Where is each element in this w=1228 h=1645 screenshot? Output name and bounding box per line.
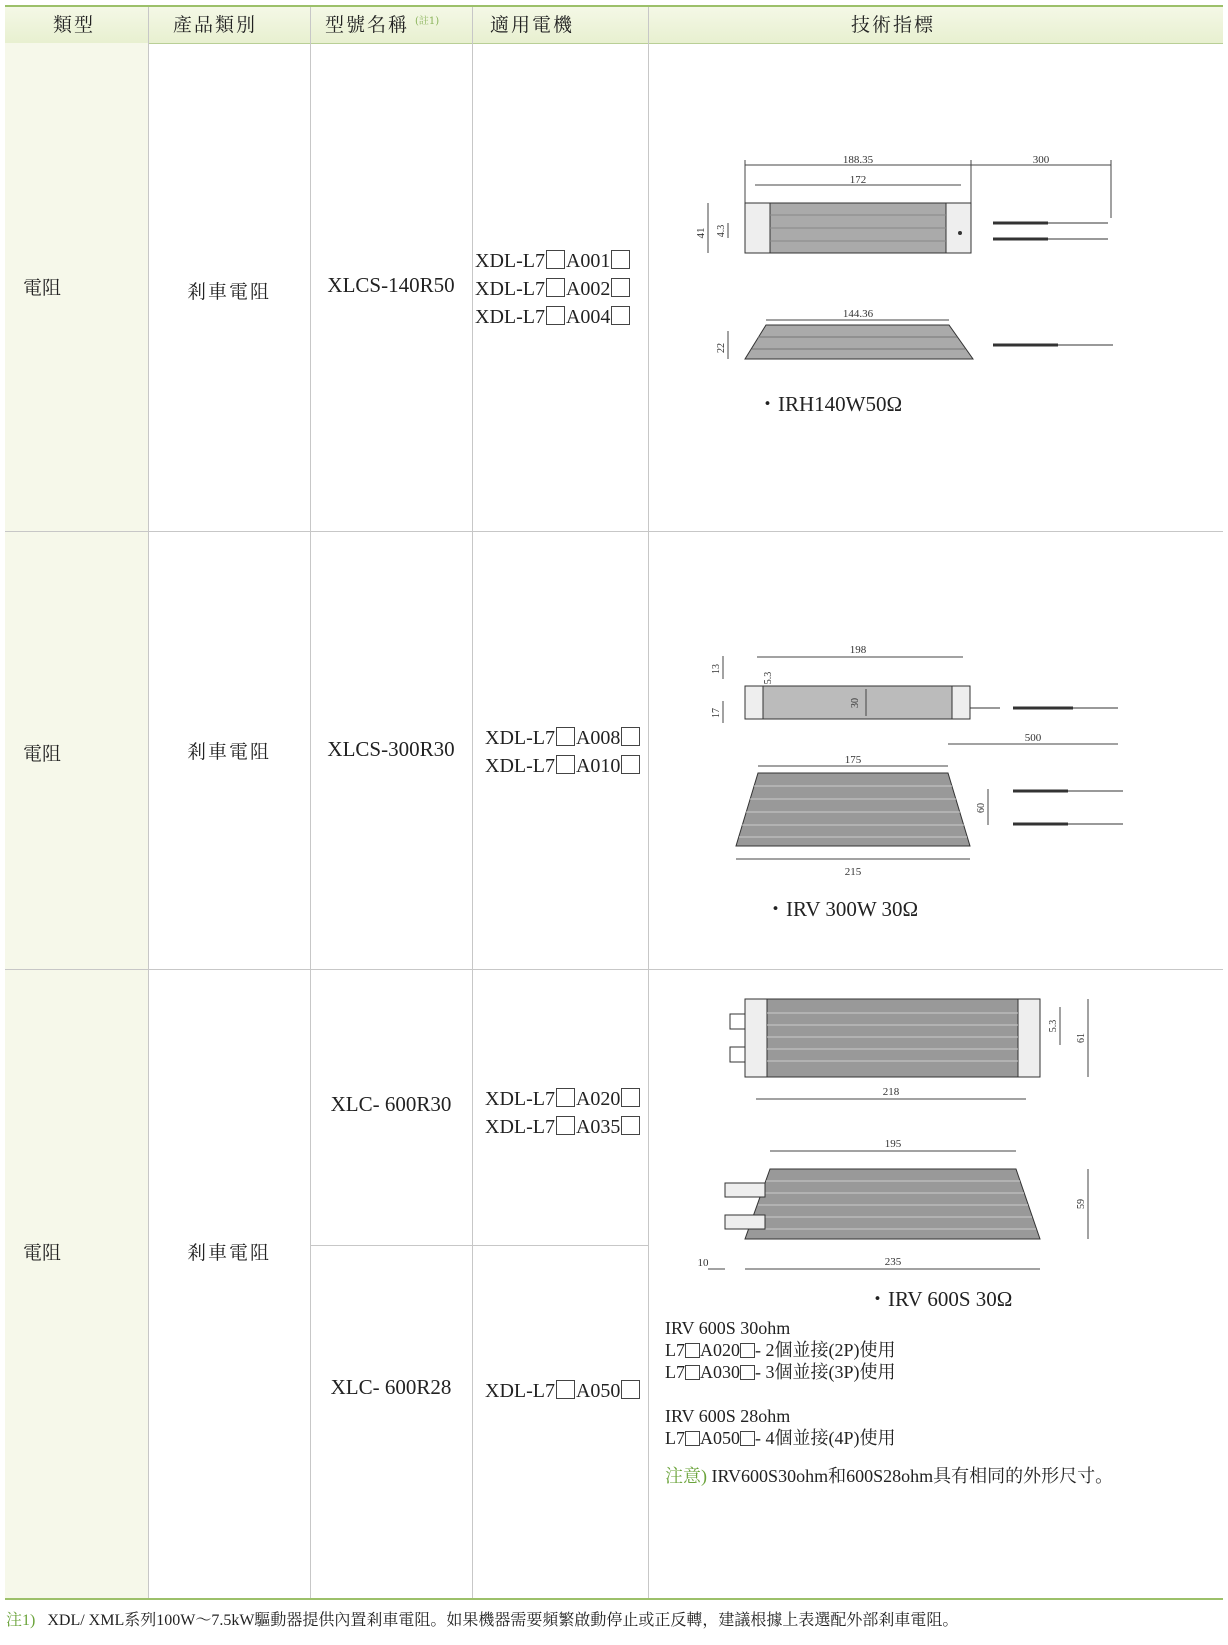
svg-text:30: 30	[850, 698, 861, 708]
row1-category: 剎車電阻	[186, 281, 271, 303]
svg-text:300: 300	[1032, 154, 1050, 166]
row2-type: 電阻	[23, 743, 62, 765]
row3-model-b: XLC- 600R28	[330, 1375, 452, 1399]
row2-caption: ・IRV 300W 30Ω	[765, 897, 919, 921]
svg-text:195: 195	[884, 1138, 902, 1150]
svg-text:218: 218	[882, 1086, 900, 1098]
svg-text:235: 235	[884, 1256, 902, 1268]
row2-drawing	[648, 531, 1223, 969]
row3-motors-b: XDL-L7 A050	[485, 1377, 641, 1405]
row1-motors: XDL-L7 A001 XDL-L7 A002 XDL-L7 A004	[475, 247, 631, 331]
header-spec: 技術指標	[851, 14, 936, 36]
header-motor: 適用電機	[490, 14, 575, 36]
row1-caption: ・IRH140W50Ω	[757, 392, 903, 416]
svg-text:188.35: 188.35	[842, 154, 874, 166]
svg-text:41: 41	[695, 227, 707, 239]
svg-text:17: 17	[711, 708, 722, 718]
svg-text:5.3: 5.3	[1048, 1019, 1059, 1033]
svg-text:198: 198	[849, 644, 867, 656]
row1-drawing	[648, 43, 1223, 531]
svg-text:172: 172	[849, 174, 867, 186]
header-model-note: (註1)	[415, 16, 440, 27]
footnote: 注1) XDL/ XML系列100W～7.5kW驅動器提供內置剎車電阻。如果機器需要頻繁啟動停止或正反轉，建議根據上表選配外部剎車電阻。	[6, 1612, 959, 1629]
svg-text:59: 59	[1076, 1199, 1087, 1209]
svg-text:215: 215	[844, 866, 862, 878]
row3-type: 電阻	[23, 1242, 62, 1264]
header-category: 產品類別	[173, 14, 258, 36]
svg-text:175: 175	[844, 754, 862, 766]
svg-text:5.3: 5.3	[763, 671, 774, 685]
row2-model: XLCS-300R30	[327, 737, 455, 761]
row2-motors: XDL-L7 A008 XDL-L7 A010	[485, 724, 641, 780]
svg-text:60: 60	[976, 803, 987, 813]
svg-text:4.3: 4.3	[716, 224, 727, 238]
accessory-table	[5, 5, 1223, 1600]
svg-text:13: 13	[711, 664, 722, 674]
row3-notes: IRV 600S 30ohm L7 A020 - 2個並接(2P)使用 L7 A030 - 3個並接(3P)使用 IRV 600S 28ohm L7 A050 - 4個並接(4P)使用 注意) IRV600S30ohm和600S28ohm具有相同的外形尺寸。	[665, 1318, 1114, 1486]
svg-text:10: 10	[697, 1257, 709, 1269]
header-type: 類型	[53, 14, 96, 36]
row3-drawing	[648, 969, 1223, 1309]
svg-text:61: 61	[1076, 1033, 1087, 1043]
row1-model: XLCS-140R50	[327, 273, 455, 297]
svg-text:22: 22	[716, 343, 727, 353]
row3-motors-a: XDL-L7 A020 XDL-L7 A035	[485, 1085, 641, 1141]
row1-type: 電阻	[23, 277, 62, 299]
row3-model-a: XLC- 600R30	[330, 1092, 452, 1116]
header-model: 型號名稱	[325, 14, 410, 36]
row2-category: 剎車電阻	[186, 741, 271, 763]
row3-caption: ・IRV 600S 30Ω	[867, 1287, 1013, 1311]
row3-category: 剎車電阻	[186, 1242, 271, 1264]
svg-text:144.36: 144.36	[842, 308, 874, 320]
svg-text:500: 500	[1024, 732, 1042, 744]
